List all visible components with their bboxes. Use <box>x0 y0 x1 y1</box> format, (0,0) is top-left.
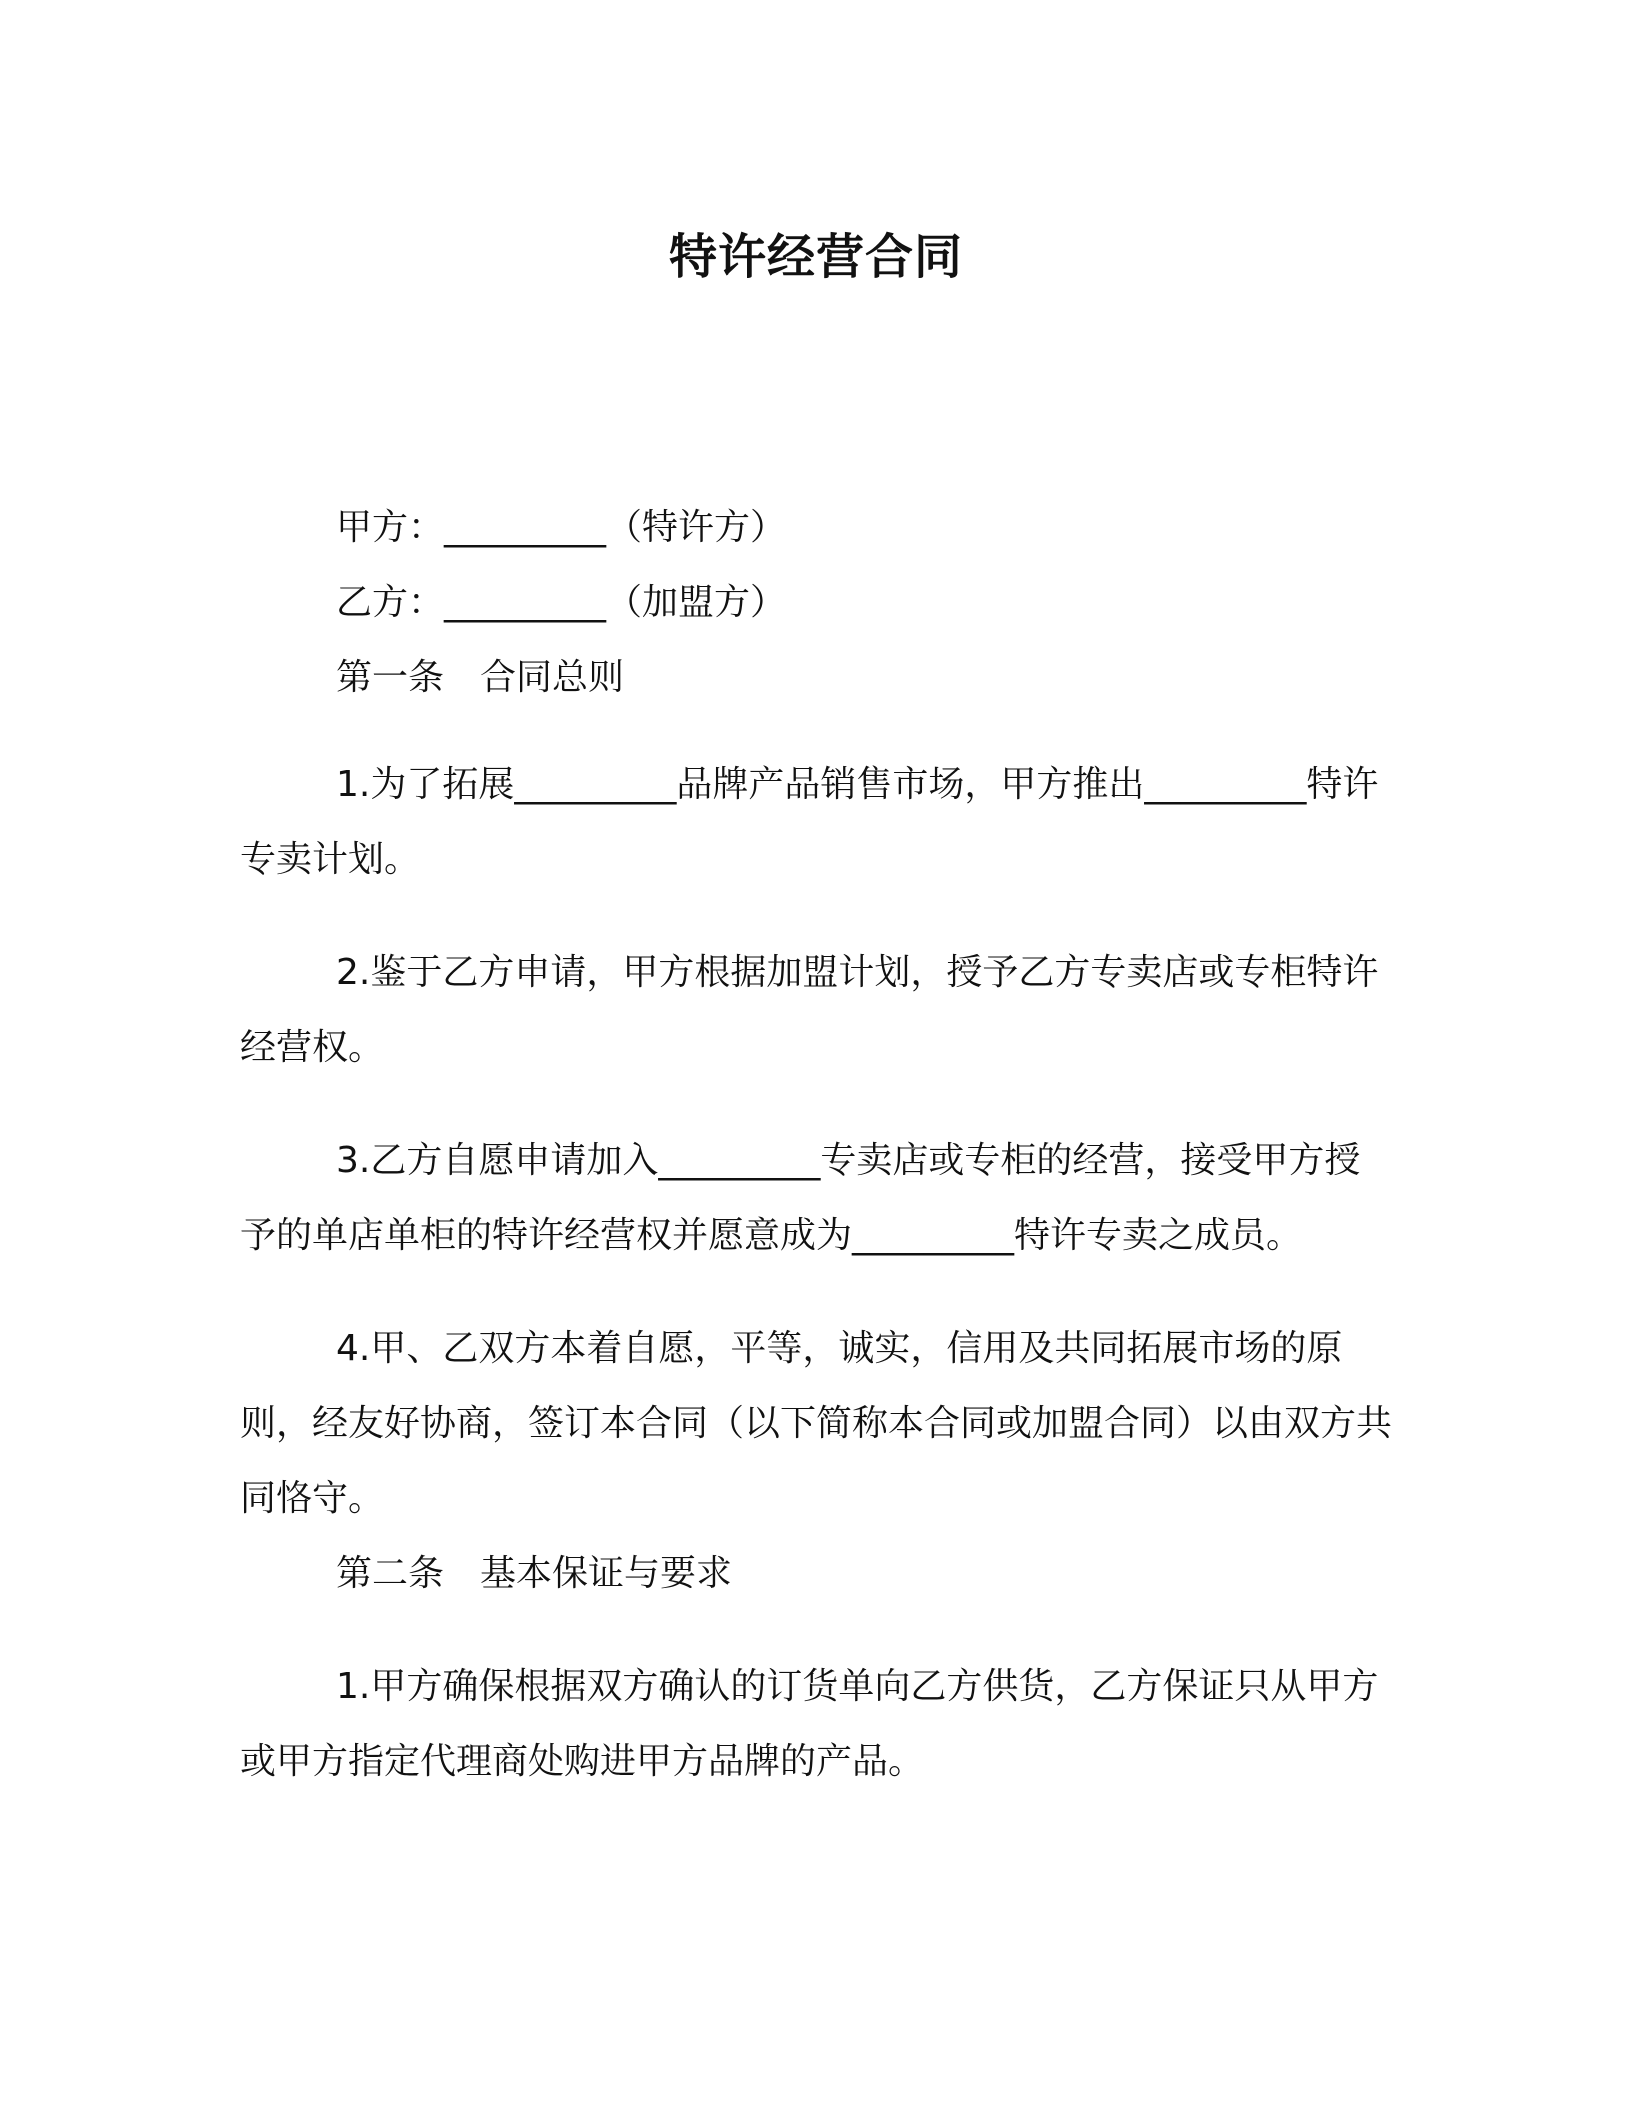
article-2-heading: 第二条 基本保证与要求 <box>336 1553 733 1594</box>
article-1-clause-1: 1.为了拓展_________品牌产品销售市场，甲方推出_________特许专卖计划。 <box>240 764 1379 880</box>
article-1-clause-3: 3.乙方自愿申请加入_________专卖店或专柜的经营，接受甲方授予的单店单柜的特许经营权并愿意成为_________特许专卖之成员。 <box>240 1140 1361 1256</box>
article-1-clause-4: 4.甲、乙双方本着自愿，平等，诚实，信用及共同拓展市场的原则，经友好协商，签订本合同（以下简称本合同或加盟合同）以由双方共同恪守。 <box>240 1328 1393 1519</box>
document-body <box>240 490 1392 1799</box>
party-b-line: 乙方：_________（加盟方） <box>336 582 787 623</box>
article-1-heading: 第一条 合同总则 <box>336 657 625 698</box>
party-a-line: 甲方：_________（特许方） <box>336 507 787 548</box>
article-2-clause-1: 1.甲方确保根据双方确认的订货单向乙方供货，乙方保证只从甲方或甲方指定代理商处购进甲方品牌的产品。 <box>240 1666 1379 1782</box>
article-1-clause-2: 2.鉴于乙方申请，甲方根据加盟计划，授予乙方专卖店或专柜特许经营权。 <box>240 952 1379 1068</box>
page-title: 特许经营合同 <box>668 229 963 285</box>
